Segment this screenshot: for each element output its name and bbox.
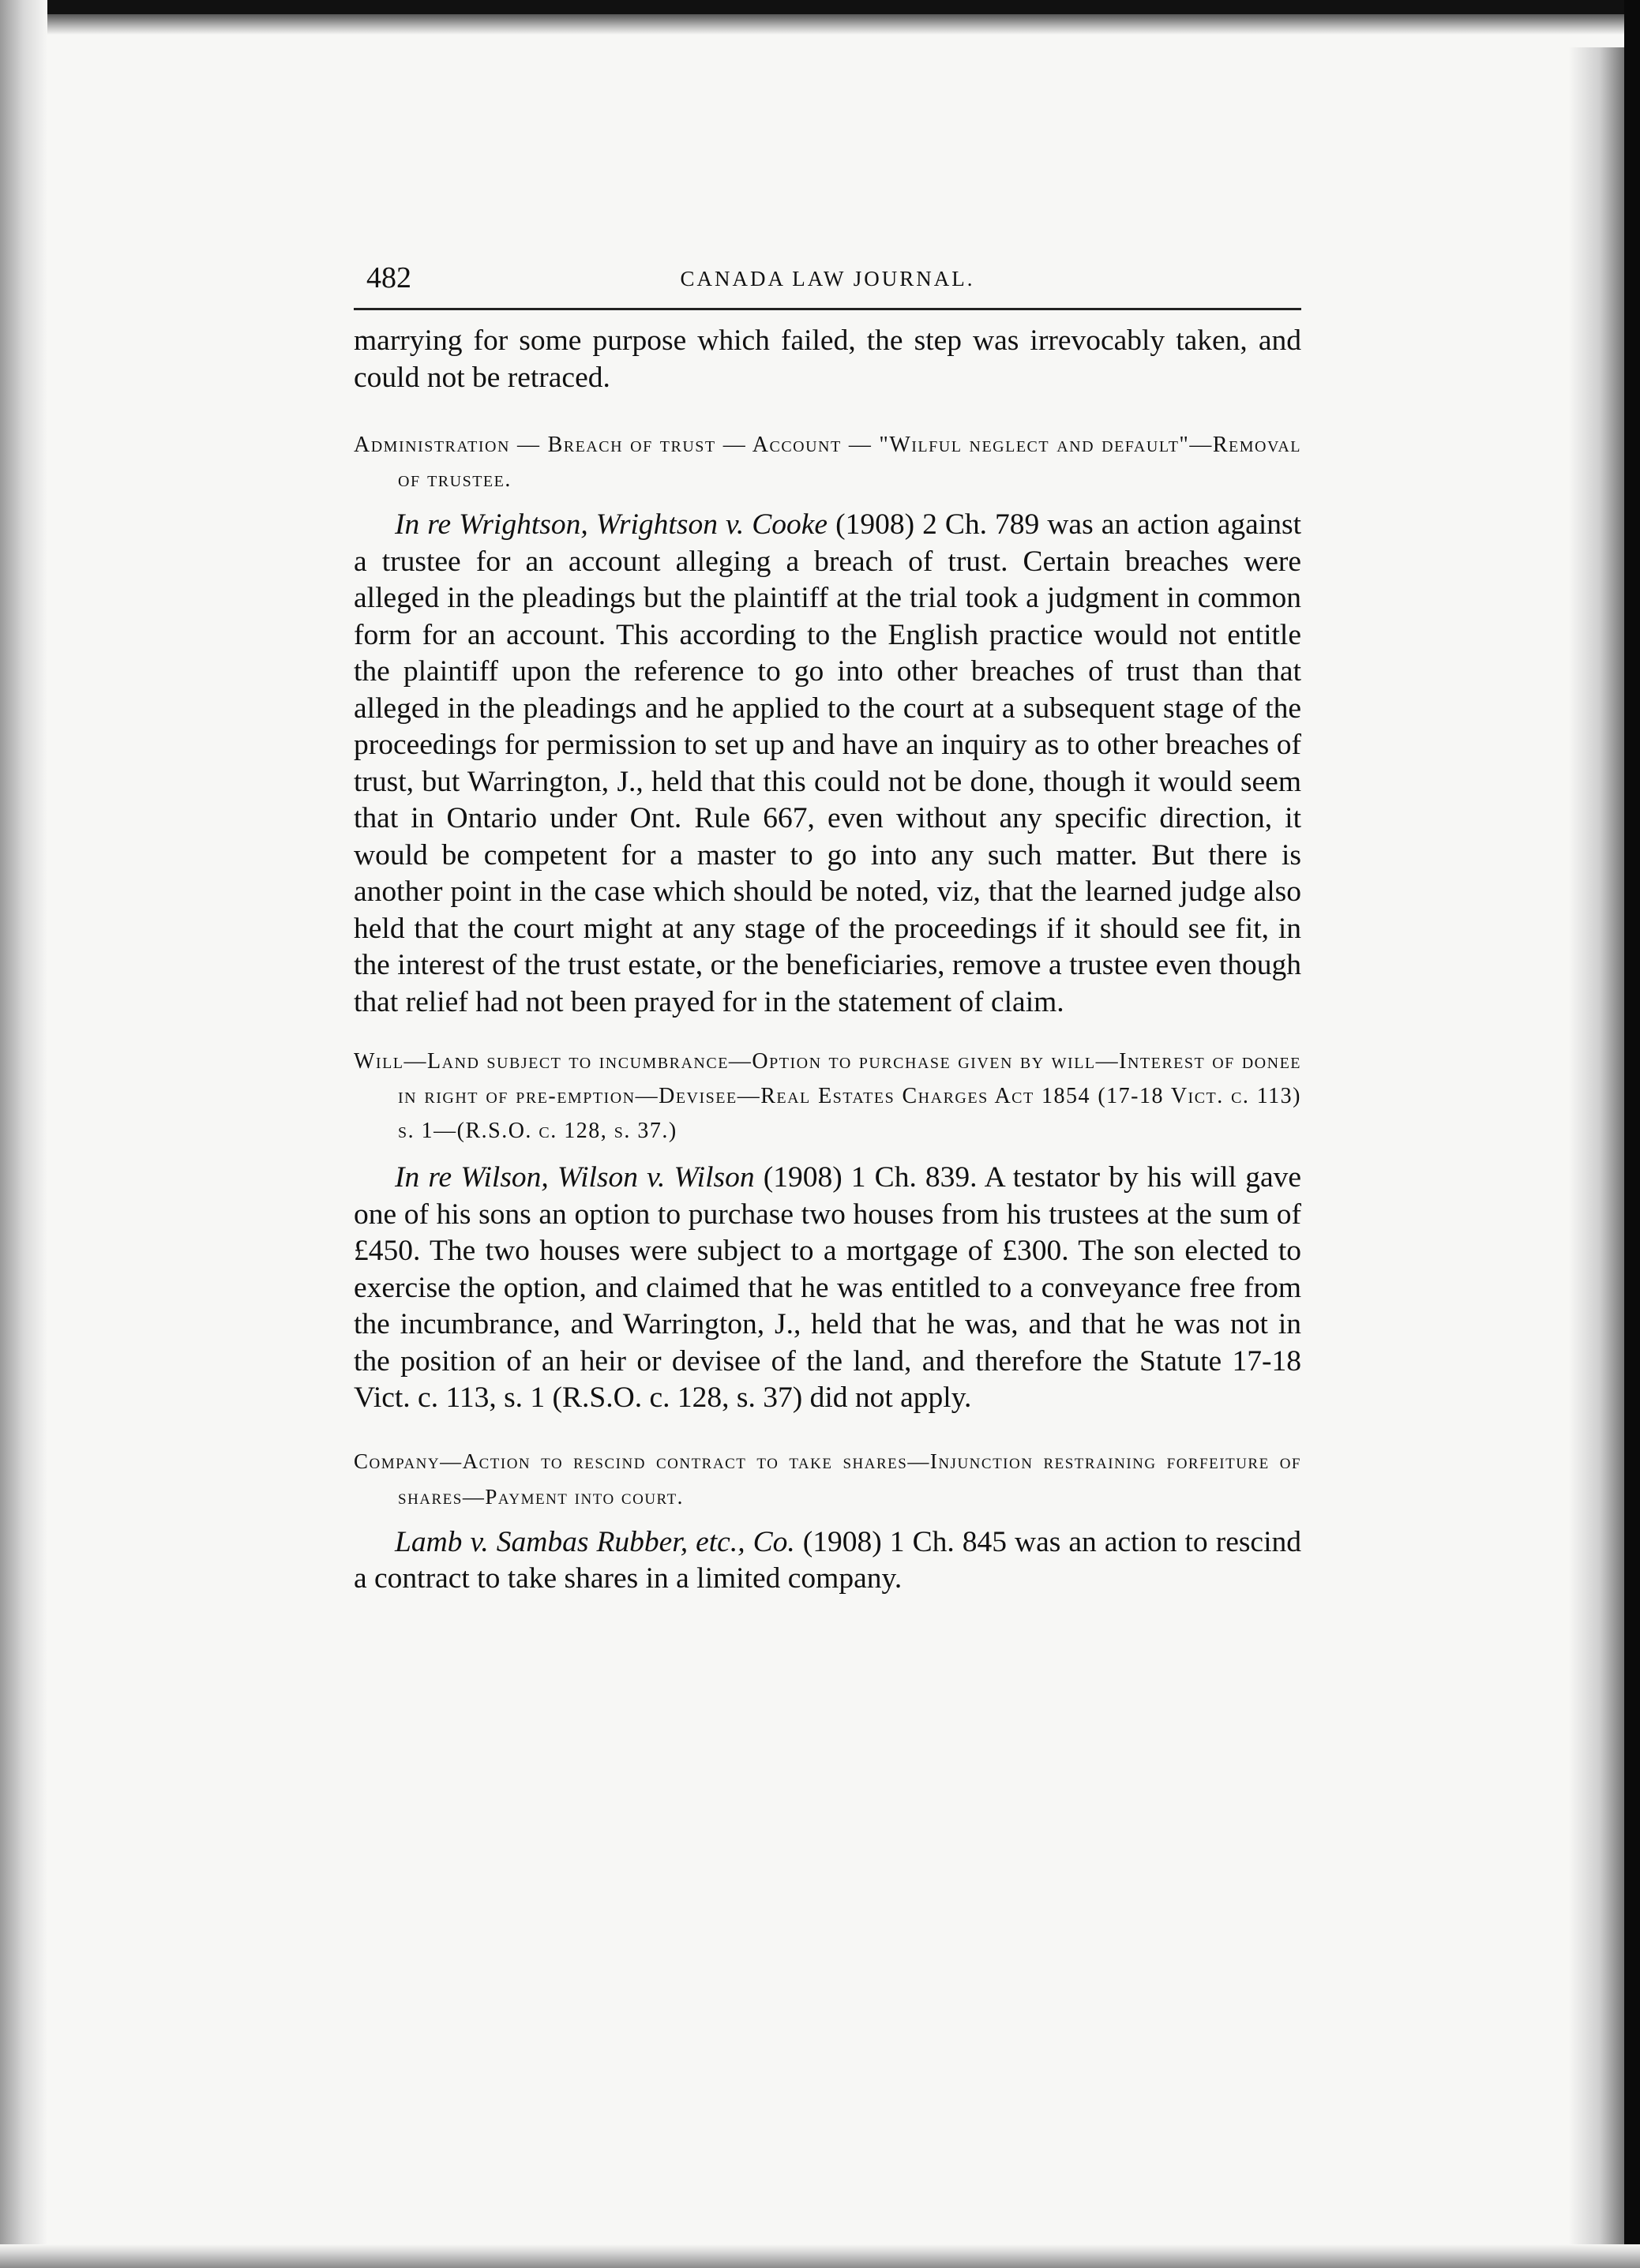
scan-border-right bbox=[1624, 0, 1640, 2268]
section-heading-company bbox=[354, 1444, 1301, 1515]
heading-text: Will—Land subject to incumbrance—Option to purchase given by will—Interest of donee in right of pre-emption—Devisee—Real Estates Charges Act 1854 (17-18 Vict. c. 113) s. 1—(R.S.O. c. 128, s. 37.) bbox=[354, 1049, 1301, 1143]
case-citation: Lamb v. Sambas Rubber, etc., Co. bbox=[395, 1525, 795, 1558]
heading-text: Administration — Breach of trust — Account — "Wilful neglect and default"—Removal of trustee. bbox=[354, 433, 1301, 492]
paragraph-text: (1908) 1 Ch. 845 was an action to rescind a contract to take shares in a limited company. bbox=[354, 1525, 1301, 1595]
paragraph-lamb bbox=[354, 1524, 1301, 1598]
paragraph-wrightson bbox=[354, 507, 1301, 1021]
paragraph-wilson bbox=[354, 1160, 1301, 1417]
scan-shadow-top bbox=[0, 14, 1640, 35]
paragraph-text: (1908) 2 Ch. 789 was an action against a trustee for an account alleging a breach of trust. Certain breaches were alleged in the pleadings but the plaintiff at the trial took a judgment in common form for an account. This according to the English practice would not entitle the plaintiff upon the reference to go into other breaches of trust than that alleged in the pleadings and he applied to the court at a subsequent stage of the proceedings for permission to set up and have an inquiry as to other breaches of trust, but Warrington, J., held that this could not be done, though it would seem that in Ontario under Ont. Rule 667, even without any specific direction, it would be competent for a master to go into any such matter. But there is another point in the case which should be noted, viz, that the learned judge also held that the court might at any stage of the proceedings if it should see fit, in the interest of the trust estate, or the beneficiaries, remove a trustee even though that relief had not been prayed for in the statement of claim. bbox=[354, 508, 1302, 1018]
section-heading-administration bbox=[354, 428, 1301, 497]
section-heading-will bbox=[354, 1044, 1301, 1149]
page-content bbox=[354, 261, 1301, 1598]
page-number: 482 bbox=[366, 261, 411, 294]
scan-shadow-right bbox=[1569, 47, 1624, 2258]
scan-shadow-left bbox=[0, 0, 47, 2268]
running-head bbox=[354, 261, 1301, 310]
paragraph-continued: marrying for some purpose which failed, the step was irrevocably taken, and could not be retraced. bbox=[354, 324, 1301, 394]
heading-text: Company—Action to rescind contract to take shares—Injunction restraining forfeiture of shares—Payment into court. bbox=[354, 1449, 1301, 1509]
journal-title: CANADA LAW JOURNAL. bbox=[680, 267, 975, 291]
case-citation: In re Wilson, Wilson v. Wilson bbox=[395, 1161, 755, 1194]
paragraph-text: (1908) 1 Ch. 839. A testator by his will gave one of his sons an option to purchase two houses from his trustees at the sum of £450. The two houses were subject to a mortgage of £300. The son elected to exercise the option, and claimed that he was entitled to a conveyance free from the incumbrance, and Warrington, J., held that he was, and that he was not in the position of an heir or devisee of the land, and therefore the Statute 17-18 Vict. c. 113, s. 1 (R.S.O. c. 128, s. 37) did not apply. bbox=[354, 1161, 1301, 1414]
scan-border-top bbox=[0, 0, 1640, 14]
scan-shadow-bottom bbox=[0, 2244, 1640, 2268]
case-citation: In re Wrightson, Wrightson v. Cooke bbox=[395, 508, 828, 541]
